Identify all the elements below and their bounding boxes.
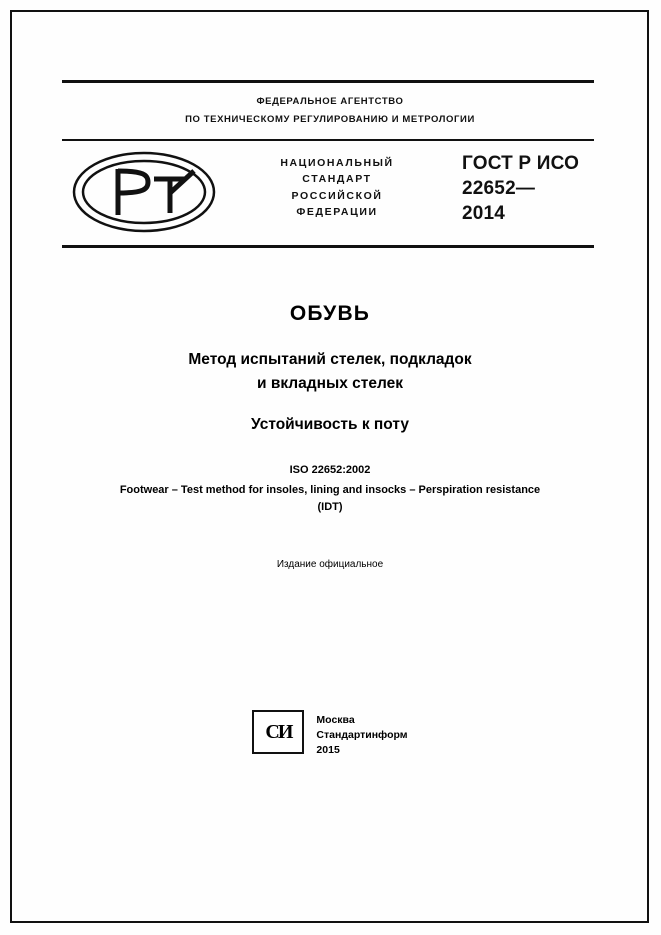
gost-r-emblem-icon <box>70 149 218 235</box>
standard-word-line-2: СТАНДАРТ <box>302 173 372 186</box>
document-subtitle <box>60 348 600 396</box>
agency-line-2: ПО ТЕХНИЧЕСКОМУ РЕГУЛИРОВАНИЮ И МЕТРОЛОГИИ <box>185 114 475 126</box>
standard-code <box>462 151 642 226</box>
bottom-rule <box>62 245 594 248</box>
emblem-row <box>62 141 594 245</box>
standard-words <box>242 155 432 220</box>
publisher-block <box>60 710 600 759</box>
standard-code-line-2: 22652— <box>462 178 536 200</box>
standard-word-line-1: НАЦИОНАЛЬНЫЙ <box>280 157 394 170</box>
iso-english-line-1: Footwear – Test method for insoles, lining and insocks – Perspiration resistance <box>119 484 541 497</box>
document-subtitle-secondary: Устойчивость к поту <box>251 416 409 434</box>
subtitle-line-2: и вкладных стелек <box>257 375 403 393</box>
standard-code-line-3: 2014 <box>462 203 506 225</box>
agency-line-1: ФЕДЕРАЛЬНОЕ АГЕНТСТВО <box>256 96 404 107</box>
iso-reference: ISO 22652:2002 <box>289 464 371 477</box>
publisher-details <box>316 710 407 759</box>
page-content <box>60 80 600 757</box>
title-block <box>60 302 600 570</box>
iso-english-title <box>60 482 600 515</box>
standard-word-line-4: ФЕДЕРАЦИИ <box>296 205 378 218</box>
publisher-year: 2015 <box>316 744 340 757</box>
standartinform-logo-icon <box>252 710 304 754</box>
top-rule <box>62 80 594 83</box>
publisher-name: Стандартинформ <box>316 729 408 742</box>
standard-code-line-1: ГОСТ Р ИСО <box>462 153 580 175</box>
standard-word-line-3: РОССИЙСКОЙ <box>291 189 383 202</box>
subtitle-line-1: Метод испытаний стелек, подкладок <box>188 351 472 369</box>
page-title: ОБУВЬ <box>289 302 371 326</box>
publisher-city: Москва <box>316 714 355 726</box>
official-edition-note: Издание официальное <box>276 559 384 571</box>
agency-header <box>60 93 600 129</box>
iso-english-line-2: (IDT) <box>317 500 343 513</box>
standartinform-logo-text: СИ <box>265 720 292 743</box>
